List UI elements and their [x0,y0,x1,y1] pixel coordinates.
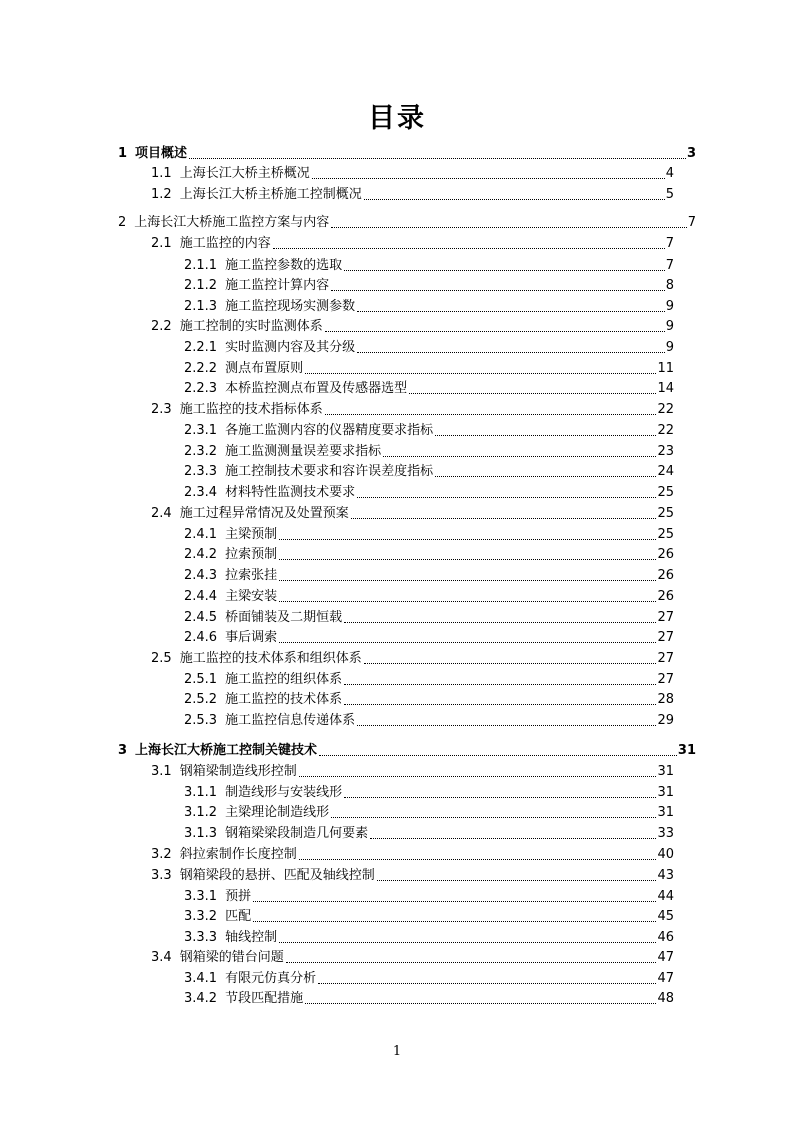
toc-leader-dots [273,248,665,249]
toc-entry-number: 3.3.3 [184,930,218,945]
toc-entry-page: 33 [657,826,674,841]
toc-entry-title: 有限元仿真分析 [225,971,317,986]
toc-entry-title: 桥面铺装及二期恒载 [225,610,343,625]
toc-entry-number: 3.1 [151,764,172,779]
toc-entry-number: 2.2.2 [184,361,218,376]
toc-entry-number: 2.1.3 [184,299,218,314]
toc-entry-number: 3.1.3 [184,826,218,841]
toc-entry-number: 2.1 [151,236,172,251]
toc-leader-dots [357,497,656,498]
toc-entry-number: 3 [118,743,128,758]
toc-entry-title: 主梁预制 [225,527,278,542]
toc-entry-page: 7 [665,258,674,273]
toc-entry-page: 22 [657,402,674,417]
toc-entry-page: 5 [665,187,674,202]
toc-entry[interactable] [184,422,674,439]
toc-entry[interactable] [184,443,674,460]
toc-entry-number: 1 [118,146,128,161]
toc-leader-dots [383,456,656,457]
toc-entry-page: 25 [657,527,674,542]
toc-leader-dots [325,331,665,332]
toc-entry-number: 2.4.5 [184,610,218,625]
toc-leader-dots [364,199,665,200]
toc-entry[interactable] [184,970,674,987]
page-number: 1 [392,1044,402,1059]
toc-entry-page: 25 [657,485,674,500]
toc-leader-dots [351,518,657,519]
toc-entry-page: 48 [657,991,674,1006]
toc-entry[interactable] [184,484,674,501]
toc-entry-number: 2.1.1 [184,258,218,273]
toc-entry-page: 27 [657,651,674,666]
toc-entry-page: 4 [665,166,674,181]
toc-entry-page: 3 [686,146,696,161]
toc-entry-title: 制造线形与安装线形 [225,785,343,800]
toc-entry[interactable] [151,401,674,418]
toc-entry-page: 31 [657,764,674,779]
toc-entry-page: 40 [657,847,674,862]
toc-entry-number: 2.3.2 [184,444,218,459]
toc-leader-dots [286,962,657,963]
toc-entry-page: 9 [665,319,674,334]
toc-entry-page: 26 [657,589,674,604]
toc-entry-number: 2.5 [151,651,172,666]
toc-entry-page: 31 [657,805,674,820]
toc-entry[interactable] [118,145,696,162]
toc-entry-title: 轴线控制 [225,930,278,945]
toc-entry-title: 施工过程异常情况及处置预案 [179,506,349,521]
toc-entry-page: 44 [657,889,674,904]
toc-entry-title: 钢箱梁制造线形控制 [179,764,297,779]
toc-entry[interactable] [184,526,674,543]
toc-entry-page: 26 [657,568,674,583]
toc-entry[interactable] [151,763,674,780]
toc-entry-number: 3.1.2 [184,805,218,820]
toc-entry-page: 24 [657,464,674,479]
toc-entry-page: 31 [677,743,696,758]
toc-entry-number: 2.4.6 [184,630,218,645]
toc-entry-page: 27 [657,610,674,625]
toc-leader-dots [344,704,656,705]
toc-entry[interactable] [184,691,674,708]
toc-entry[interactable] [184,546,674,563]
toc-entry-title: 斜拉索制作长度控制 [179,847,297,862]
toc-entry-number: 2.4.3 [184,568,218,583]
toc-entry[interactable] [184,825,674,842]
toc-entry-title: 施工监控计算内容 [225,278,330,293]
toc-entry[interactable] [151,165,674,182]
toc-leader-dots [344,684,656,685]
toc-leader-dots [370,838,656,839]
toc-entry-page: 9 [665,299,674,314]
toc-entry-number: 2.5.2 [184,692,218,707]
toc-entry[interactable] [151,867,674,884]
toc-entry-number: 2.4.2 [184,547,218,562]
toc-entry[interactable] [118,742,696,759]
toc-entry[interactable] [184,712,674,729]
toc-entry-page: 26 [657,547,674,562]
toc-entry[interactable] [184,257,674,274]
toc-entry[interactable] [184,277,674,294]
toc-entry[interactable] [151,235,674,252]
toc-entry[interactable] [184,629,674,646]
toc-entry-title: 施工监控的技术指标体系 [179,402,323,417]
toc-entry-number: 3.3.1 [184,889,218,904]
toc-entry[interactable] [184,908,674,925]
toc-entry-title: 施工控制的实时监测体系 [179,319,323,334]
toc-entry-number: 1.1 [151,166,172,181]
toc-leader-dots [279,539,656,540]
toc-leader-dots [435,435,656,436]
toc-entry[interactable] [184,360,674,377]
toc-leader-dots [312,178,665,179]
toc-leader-dots [357,725,656,726]
toc-entry-title: 事后调索 [225,630,278,645]
toc-entry-title: 施工控制技术要求和容许误差度指标 [225,464,434,479]
toc-entry-title: 施工监控现场实测参数 [225,299,356,314]
toc-entry[interactable] [184,671,674,688]
toc-entry[interactable] [151,650,674,667]
toc-entry-number: 3.4.2 [184,991,218,1006]
toc-leader-dots [377,880,657,881]
toc-entry-number: 2.2 [151,319,172,334]
toc-leader-dots [331,290,665,291]
toc-entry-title: 施工监控的组织体系 [225,672,343,687]
toc-entry-page: 29 [657,713,674,728]
toc-entry[interactable] [151,505,674,522]
toc-entry-number: 2.4.4 [184,589,218,604]
toc-leader-dots [305,1003,656,1004]
toc-entry-number: 3.3 [151,868,172,883]
toc-entry-title: 钢箱梁梁段制造几何要素 [225,826,369,841]
toc-entry[interactable] [184,380,674,397]
toc-leader-dots [344,622,656,623]
toc-entry[interactable] [184,609,674,626]
toc-entry-title: 上海长江大桥施工控制关键技术 [135,743,318,758]
toc-leader-dots [325,414,657,415]
toc-entry-page: 22 [657,423,674,438]
toc-entry-number: 3.4 [151,950,172,965]
toc-entry-number: 2.4.1 [184,527,218,542]
toc-entry[interactable] [184,929,674,946]
toc-entry-title: 钢箱梁段的悬拼、匹配及轴线控制 [179,868,375,883]
toc-entry-title: 上海长江大桥主桥施工控制概况 [179,187,362,202]
toc-entry-title: 上海长江大桥施工监控方案与内容 [134,215,330,230]
toc-entry-title: 主梁理论制造线形 [225,805,330,820]
toc-leader-dots [189,158,686,159]
toc-entry[interactable] [151,186,674,203]
toc-entry-number: 3.2 [151,847,172,862]
toc-entry[interactable] [184,784,674,801]
toc-entry-title: 预拼 [225,889,252,904]
toc-entry-page: 7 [665,236,674,251]
toc-entry-page: 43 [657,868,674,883]
toc-entry-title: 上海长江大桥主桥概况 [179,166,310,181]
toc-leader-dots [279,580,656,581]
toc-entry-number: 2.3 [151,402,172,417]
toc-entry-page: 47 [657,950,674,965]
toc-entry-title: 施工监控信息传递体系 [225,713,356,728]
toc-entry-title: 施工监控的技术体系 [225,692,343,707]
toc-leader-dots [319,755,677,756]
toc-entry-number: 2.1.2 [184,278,218,293]
toc-entry-number: 2 [118,215,127,230]
toc-entry[interactable] [184,804,674,821]
toc-leader-dots [344,797,656,798]
toc-entry[interactable] [118,214,696,231]
toc-entry-number: 3.4.1 [184,971,218,986]
toc-entry-number: 2.5.3 [184,713,218,728]
toc-leader-dots [364,663,657,664]
toc-leader-dots [253,921,656,922]
toc-entry-number: 2.3.3 [184,464,218,479]
toc-entry-page: 45 [657,909,674,924]
toc-entry-title: 钢箱梁的错台问题 [179,950,284,965]
toc-entry-title: 匹配 [225,909,252,924]
toc-leader-dots [279,942,656,943]
toc-entry[interactable] [184,990,674,1007]
toc-entry-title: 材料特性监测技术要求 [225,485,356,500]
toc-entry-page: 28 [657,692,674,707]
toc-entry[interactable] [184,339,674,356]
toc-entry[interactable] [184,588,674,605]
toc-entry-title: 施工监测测量误差要求指标 [225,444,382,459]
toc-entry-page: 9 [665,340,674,355]
toc-entry-title: 主梁安装 [225,589,278,604]
toc-entry[interactable] [151,846,674,863]
toc-leader-dots [331,817,656,818]
toc-entry-page: 27 [657,672,674,687]
toc-leader-dots [357,352,665,353]
toc-entry-page: 23 [657,444,674,459]
toc-entry-title: 施工监控的内容 [179,236,271,251]
toc-leader-dots [279,559,656,560]
toc-leader-dots [299,859,657,860]
toc-leader-dots [435,476,656,477]
toc-entry-page: 8 [665,278,674,293]
toc-entry-page: 27 [657,630,674,645]
toc-entry[interactable] [184,567,674,584]
toc-entry[interactable] [151,949,674,966]
toc-leader-dots [357,311,665,312]
toc-entry-number: 3.1.1 [184,785,218,800]
toc-entry[interactable] [151,318,674,335]
toc-entry-title: 项目概述 [135,146,188,161]
toc-leader-dots [409,393,656,394]
toc-entry-title: 施工监控参数的选取 [225,258,343,273]
toc-entry[interactable] [184,888,674,905]
toc-entry-title: 节段匹配措施 [225,991,304,1006]
toc-entry-title: 施工监控的技术体系和组织体系 [179,651,362,666]
toc-leader-dots [318,983,656,984]
toc-leader-dots [279,601,656,602]
toc-entry[interactable] [184,298,674,315]
toc-entry-number: 2.3.4 [184,485,218,500]
toc-entry-page: 31 [657,785,674,800]
toc-leader-dots [331,227,686,228]
page-title: 目录 [368,103,426,134]
toc-leader-dots [299,776,657,777]
toc-entry[interactable] [184,463,674,480]
toc-entry-title: 拉索预制 [225,547,278,562]
toc-entry-number: 2.5.1 [184,672,218,687]
toc-entry-number: 2.3.1 [184,423,218,438]
toc-entry-title: 实时监测内容及其分级 [225,340,356,355]
toc-entry-page: 47 [657,971,674,986]
toc-entry-number: 2.2.3 [184,381,218,396]
toc-leader-dots [253,901,656,902]
toc-entry-title: 测点布置原则 [225,361,304,376]
toc-entry-page: 11 [657,361,674,376]
toc-entry-title: 各施工监测内容的仪器精度要求指标 [225,423,434,438]
toc-leader-dots [279,642,656,643]
toc-entry-title: 本桥监控测点布置及传感器选型 [225,381,408,396]
toc-entry-number: 1.2 [151,187,172,202]
toc-leader-dots [305,373,656,374]
toc-entry-title: 拉索张挂 [225,568,278,583]
toc-entry-page: 7 [687,215,696,230]
toc-entry-number: 2.4 [151,506,172,521]
toc-entry-page: 46 [657,930,674,945]
toc-entry-number: 2.2.1 [184,340,218,355]
toc-entry-page: 14 [657,381,674,396]
toc-leader-dots [344,270,665,271]
toc-entry-page: 25 [657,506,674,521]
toc-entry-number: 3.3.2 [184,909,218,924]
